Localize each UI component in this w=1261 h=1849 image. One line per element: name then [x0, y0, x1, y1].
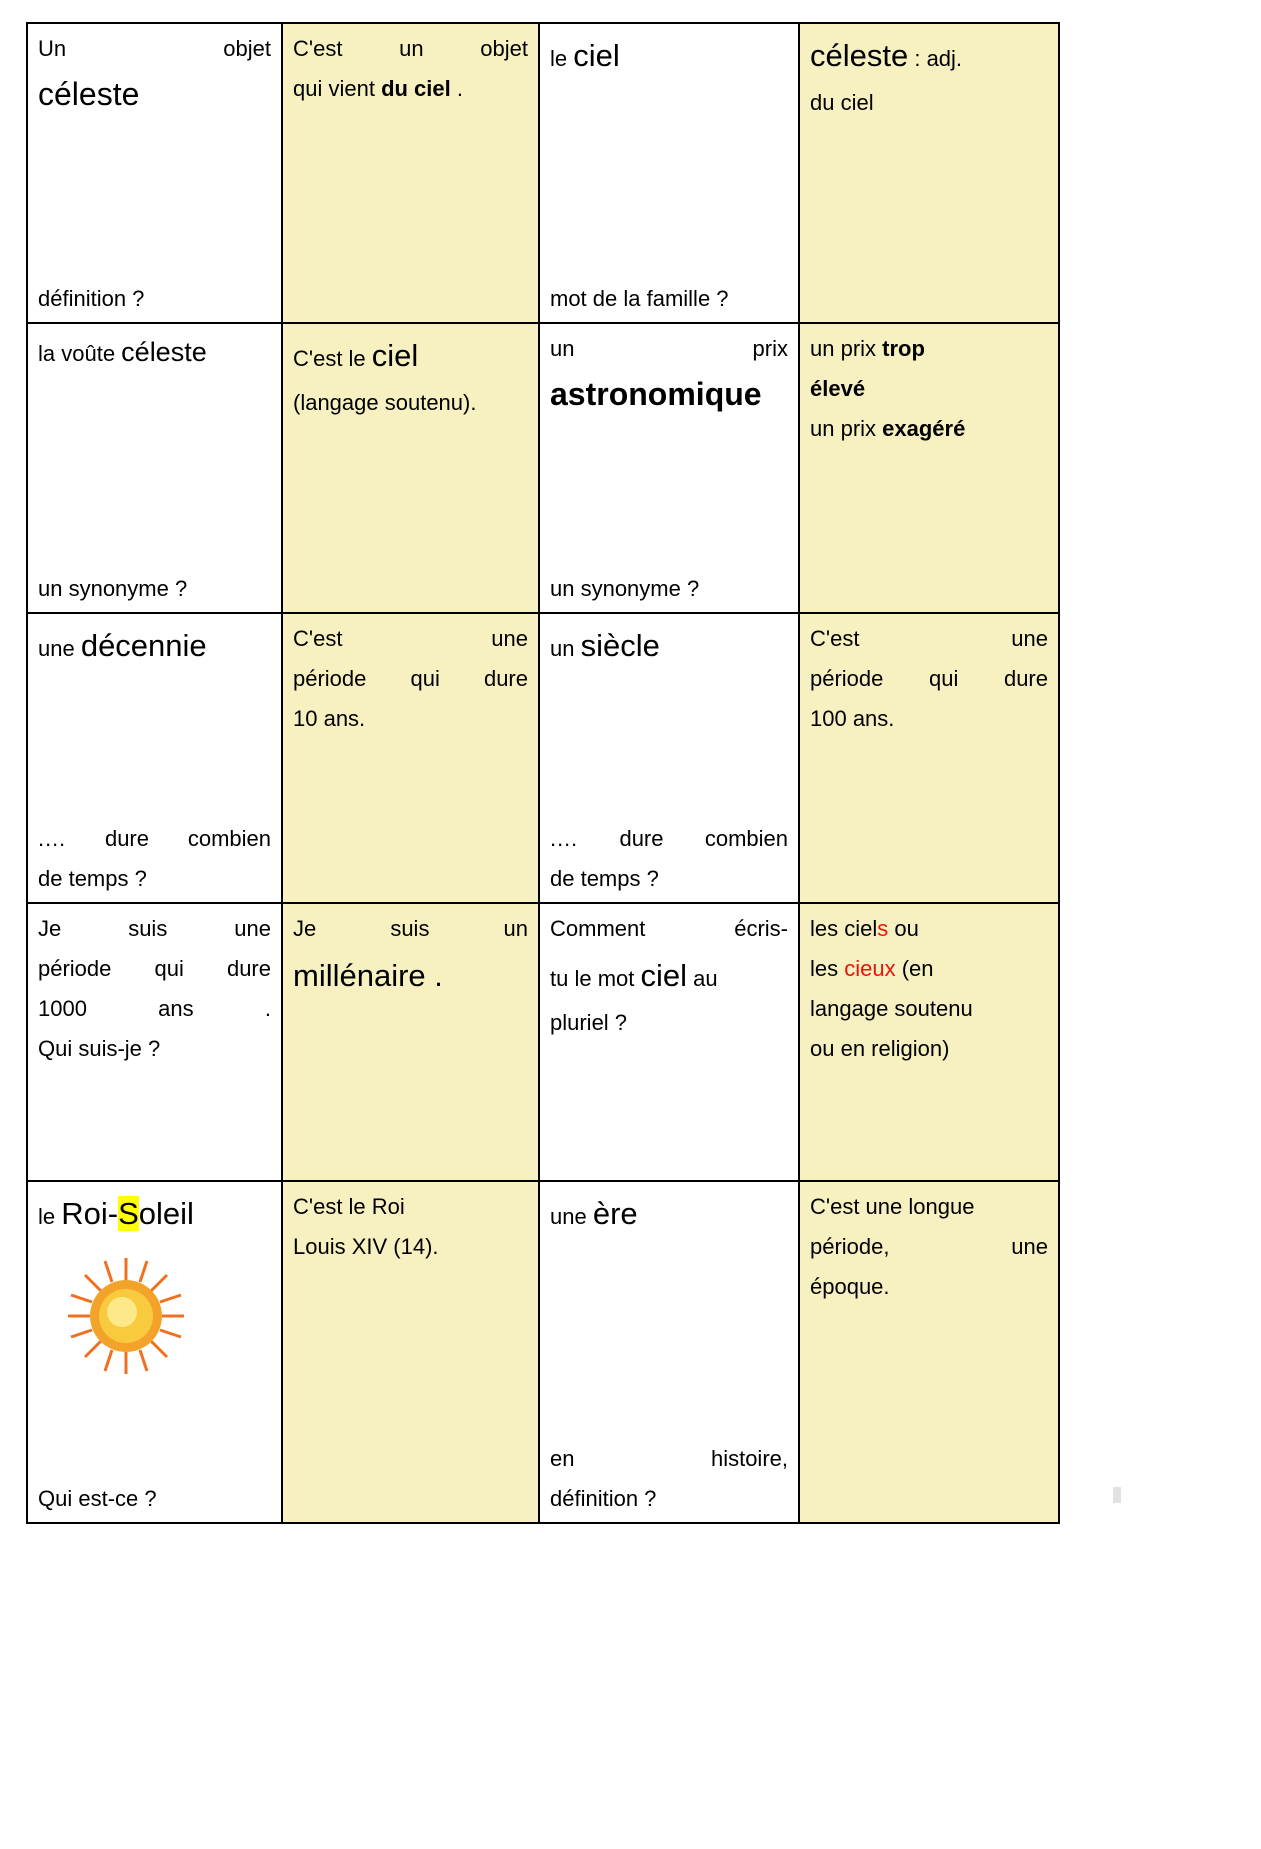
card-voute-celeste-question	[27, 323, 282, 613]
card-lead-big: ciel	[573, 38, 620, 73]
card-line-3: pluriel ?	[550, 1010, 628, 1036]
card-line-2	[550, 952, 788, 1000]
card-lead	[550, 32, 788, 80]
card-voute-celeste-answer	[282, 323, 539, 613]
answer-line-1: C'est une longue	[810, 1194, 975, 1219]
card-line-2-post: au	[687, 966, 718, 992]
card-celeste-adj-answer	[799, 23, 1059, 323]
card-line-2: astronomique	[550, 376, 762, 413]
card-ciel-pluriel-question	[539, 903, 799, 1181]
card-question-1: .… dure combien	[38, 825, 271, 851]
card-lead-small: le	[550, 46, 574, 71]
card-question-2: de temps ?	[38, 865, 147, 891]
answer-line-2-pre: qui vient	[293, 76, 382, 102]
card-ciel-pluriel-answer	[799, 903, 1059, 1181]
answer-headword-big: céleste	[810, 38, 909, 73]
card-line-2: période qui dure	[38, 956, 271, 982]
answer-line-2: Louis XIV (14).	[293, 1234, 439, 1260]
card-ere-answer	[799, 1181, 1059, 1523]
answer-line-1	[810, 332, 1048, 366]
card-question: définition ?	[38, 285, 145, 311]
page-artifact-mark	[1113, 1487, 1121, 1503]
answer-line-2: période, une	[810, 1234, 1048, 1260]
answer-line-1: C'est une	[810, 626, 1048, 651]
table-row	[27, 1181, 1059, 1523]
card-line-1: un prix	[550, 336, 788, 361]
card-headword	[38, 332, 271, 374]
card-text-top: Un objet	[38, 36, 271, 61]
card-headword-big: décennie	[80, 628, 207, 663]
card-headword-big: céleste	[121, 337, 207, 367]
answer-line-1: Je suis un	[293, 916, 528, 941]
card-headword-big-b: oleil	[138, 1196, 194, 1231]
answer-headword-small: : adj.	[908, 46, 963, 71]
answer-big: ciel	[371, 338, 419, 373]
card-millenaire-question	[27, 903, 282, 1181]
answer-line-2-post: .	[450, 76, 463, 102]
card-prix-astronomique-answer	[799, 323, 1059, 613]
table-row	[27, 613, 1059, 903]
answer-line-2: période qui dure	[810, 666, 1048, 692]
card-line-2-big: ciel	[640, 958, 687, 994]
table-row	[27, 23, 1059, 323]
card-headword-highlight: S	[118, 1196, 139, 1231]
answer-line-2	[293, 952, 528, 1000]
card-decennie-answer	[282, 613, 539, 903]
card-headword: céleste	[38, 76, 140, 113]
answer-line-3	[810, 412, 1048, 446]
answer-line-1-red: s	[877, 916, 889, 941]
card-question: Qui suis-je ?	[38, 1036, 161, 1062]
card-line-1: Comment écris-	[550, 916, 788, 941]
card-millenaire-answer	[282, 903, 539, 1181]
card-decennie-question	[27, 613, 282, 903]
card-question-1: en histoire,	[550, 1445, 788, 1471]
card-ciel-family-question	[539, 23, 799, 323]
answer-line-4: ou en religion)	[810, 1036, 950, 1062]
answer-line-2-tail: .	[425, 958, 443, 994]
card-question-2: de temps ?	[550, 865, 659, 891]
answer-line-3-bold: exagéré	[882, 416, 966, 442]
answer-text: du ciel	[810, 90, 874, 116]
card-line-3: 1000 ans .	[38, 996, 271, 1022]
answer-line-2: période qui dure	[293, 666, 528, 692]
answer-line-2	[293, 72, 528, 106]
answer-line-2-pre: les	[810, 956, 845, 982]
card-celeste-answer	[282, 23, 539, 323]
card-question-1: .… dure combien	[550, 825, 788, 851]
card-question-2: définition ?	[550, 1485, 657, 1511]
answer-note: (langage soutenu).	[293, 390, 477, 416]
answer-line-1: C'est un objet	[293, 36, 528, 61]
card-headword-pre: une	[550, 1204, 593, 1229]
answer-line-1-post: ou	[888, 916, 919, 941]
answer-line-3: 10 ans.	[293, 706, 366, 732]
card-siecle-question	[539, 613, 799, 903]
card-celeste-question	[27, 23, 282, 323]
card-headword-big-a: Roi-	[61, 1196, 119, 1231]
answer-line-1-pre: les ciel	[810, 916, 878, 941]
cards-table	[26, 22, 1060, 1524]
table-row	[27, 903, 1059, 1181]
card-headword	[550, 622, 788, 670]
answer-line-2-bold: du ciel	[381, 76, 451, 102]
answer-line-2	[810, 952, 1048, 986]
card-headword-big: siècle	[580, 628, 660, 663]
table-row	[27, 323, 1059, 613]
sun-icon	[64, 1254, 188, 1378]
answer-line-2-post: (en	[895, 956, 934, 982]
card-line-1: Je suis une	[38, 916, 271, 941]
answer-line-1	[810, 912, 1048, 946]
card-line-2-pre: tu le mot	[550, 966, 641, 992]
card-ere-question	[539, 1181, 799, 1523]
answer-line-1: C'est le Roi	[293, 1194, 405, 1219]
card-headword-pre: le	[38, 1204, 62, 1229]
card-headword-pre: une	[38, 636, 81, 661]
answer-line-1-bold: trop	[882, 336, 925, 361]
answer-line-3: 100 ans.	[810, 706, 895, 732]
answer-line-1	[293, 332, 528, 380]
answer-line-2-big: millénaire	[293, 958, 426, 994]
answer-pre: C'est le	[293, 346, 372, 371]
answer-line-3: langage soutenu	[810, 996, 973, 1022]
answer-line-3: époque.	[810, 1274, 890, 1300]
card-question: mot de la famille ?	[550, 285, 729, 311]
card-siecle-answer	[799, 613, 1059, 903]
answer-headword	[810, 32, 1048, 80]
card-headword	[38, 1190, 271, 1238]
card-prix-astronomique-question	[539, 323, 799, 613]
card-headword-pre: la voûte	[38, 341, 122, 366]
card-question: un synonyme ?	[550, 575, 700, 601]
card-roi-soleil-answer	[282, 1181, 539, 1523]
answer-line-1: C'est une	[293, 626, 528, 651]
card-roi-soleil-question	[27, 1181, 282, 1523]
card-headword-pre: un	[550, 636, 581, 661]
answer-line-2-red: cieux	[844, 956, 896, 982]
card-question: Qui est-ce ?	[38, 1485, 157, 1511]
card-question: un synonyme ?	[38, 575, 188, 601]
answer-line-3-pre: un prix	[810, 416, 883, 442]
answer-line-2: élevé	[810, 376, 866, 402]
card-headword-big: ère	[592, 1196, 638, 1231]
card-headword	[38, 622, 271, 670]
worksheet-sheet	[26, 22, 1058, 1522]
card-headword	[550, 1190, 788, 1238]
answer-line-1-pre: un prix	[810, 336, 883, 361]
